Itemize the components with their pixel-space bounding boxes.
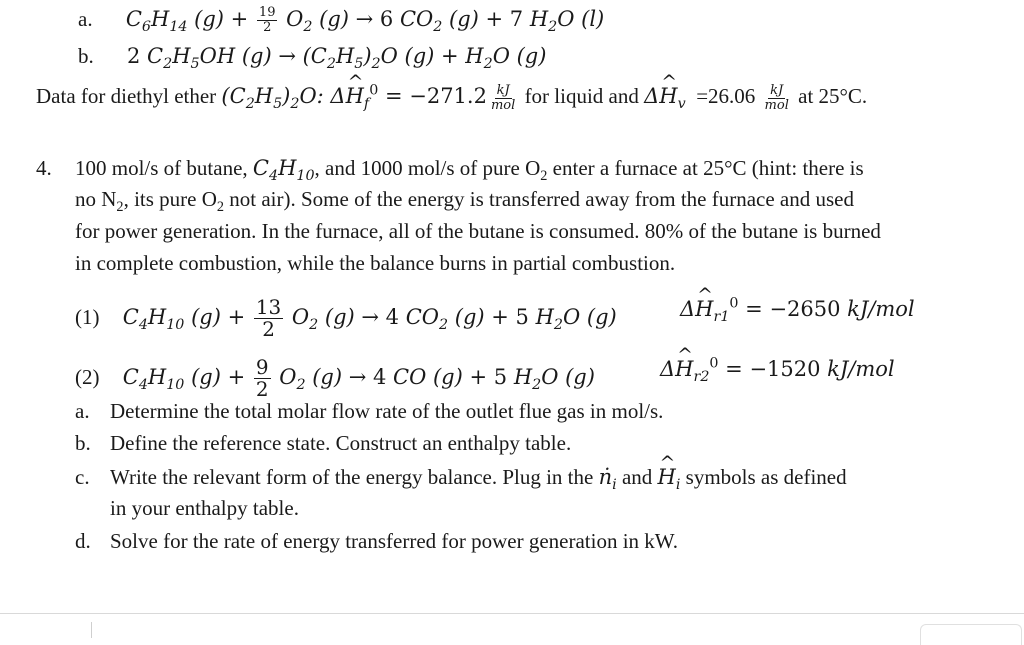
prev-data-line-text: Data for diethyl ether $(C_2H_5)_2O$: Δ^ $H_f^0 = -271.2$ $\frac{kJ}{\text{mol}}$ for liquid and Δ^ $H_v =26.06$ $\frac{kJ}{\text{mol}}$ at 25°C. bbox=[36, 84, 867, 108]
prev-item-a-equation: $C_6H_{14}$ (g) + $\frac{19}{2}$ $O_2$ (g) → 6 $CO_2$ (g) + 7 $H_2O$ (l) bbox=[125, 5, 605, 35]
part-a-text: Determine the total molar flow rate of the outlet flue gas in mol/s. bbox=[110, 399, 664, 423]
part-c-text: Write the relevant form of the energy balance. Plug in the ṅ$_i$ and ^ $H_i$ symbols as defined bbox=[110, 465, 847, 489]
part-d-marker: d. bbox=[75, 529, 91, 553]
q4-line-4: in complete combustion, while the balance burns in partial combustion. bbox=[75, 251, 676, 275]
part-a bbox=[75, 399, 90, 423]
prev-item-a bbox=[78, 6, 604, 34]
prev-data-line bbox=[36, 84, 867, 112]
q4-line-2: no $N_2$, its pure $O_2$ not air). Some of the energy is transferred away from the furnace and used bbox=[75, 187, 854, 215]
part-c bbox=[75, 465, 90, 489]
part-b bbox=[75, 431, 91, 455]
reaction-1-label: (1) bbox=[75, 304, 100, 329]
bottom-divider bbox=[0, 613, 1024, 614]
reaction-2-enthalpy: Δ^ $H_{r2}^0 = -1520$ kJ/mol bbox=[660, 357, 895, 381]
reaction-2 bbox=[75, 357, 595, 400]
reaction-2-equation: $C_4H_{10}$ (g) + $\frac{9}{2}$ $O_2$ (g) → 4 CO (g) + 5 $H_2O$ (g) bbox=[122, 355, 595, 401]
part-a-marker: a. bbox=[75, 399, 90, 423]
bottom-right-tab bbox=[920, 624, 1022, 645]
q4-line-1: 100 mol/s of butane, $C_4H_{10}$, and 1000 mol/s of pure $O_2$ enter a furnace at 25°C (hint: there is bbox=[75, 156, 864, 184]
reaction-1 bbox=[75, 297, 617, 340]
prev-item-a-marker: a. bbox=[78, 6, 93, 31]
reaction-2-label: (2) bbox=[75, 364, 100, 389]
part-c-text-2: in your enthalpy table. bbox=[110, 496, 299, 520]
part-d-text: Solve for the rate of energy transferred for power generation in kW. bbox=[110, 529, 678, 553]
part-d bbox=[75, 529, 91, 553]
reaction-1-equation: $C_4H_{10}$ (g) + $\frac{13}{2}$ $O_2$ (g) → 4 $CO_2$ (g) + 5 $H_2O$ (g) bbox=[122, 295, 617, 341]
part-c-marker: c. bbox=[75, 465, 90, 489]
reaction-1-enthalpy: Δ^ $H_{r1}^0 = -2650$ kJ/mol bbox=[680, 297, 915, 321]
prev-item-b bbox=[78, 44, 547, 72]
prev-item-b-marker: b. bbox=[78, 44, 94, 68]
text-caret bbox=[91, 622, 92, 638]
part-b-marker: b. bbox=[75, 431, 91, 455]
q4-number: 4. bbox=[36, 156, 52, 180]
prev-item-b-equation: 2 $C_2H_5OH$ $(g) \to (C_2H_5)_2O$ $(g) + H_2O$ (g) bbox=[127, 44, 547, 72]
q4-line-3: for power generation. In the furnace, all of the butane is consumed. 80% of the butane is burned bbox=[75, 219, 881, 243]
part-b-text: Define the reference state. Construct an enthalpy table. bbox=[110, 431, 572, 455]
